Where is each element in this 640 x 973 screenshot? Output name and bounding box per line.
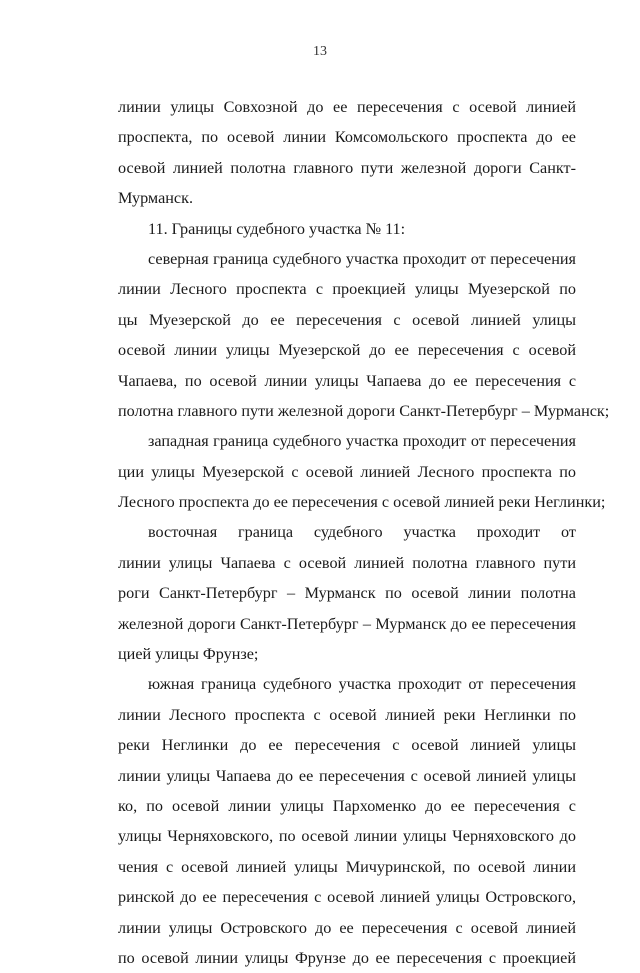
text-line: чения с осевой линией улицы Мичуринской, по осевой линии [118,857,576,876]
text-line: восточная граница судебного участка проходит от [148,523,576,542]
text-line: ко, по осевой линии улицы Пархоменко до ее пересечения с [118,796,576,815]
text-line: железной дороги Санкт-Петербург – Мурманск до ее пересечения [118,614,576,633]
text-line: ции улицы Муезерской с осевой линией Лесного проспекта по [118,462,576,481]
paragraph-west-boundary [118,426,606,517]
text-line: ринской до ее пересечения с осевой линией улицы Островского, [118,888,576,907]
paragraph-north-boundary [118,244,610,426]
paragraph-east-boundary [118,517,576,669]
text-line: осевой линией полотна главного пути железной дороги Санкт- [118,158,576,177]
text-line: проспекта, по осевой линии Комсомольского проспекта до ее [118,128,576,147]
text-line: роги Санкт-Петербург – Мурманск по осевой линии полотна [118,584,576,603]
paragraph-continuation [118,92,576,214]
text-line: Мурманск. [118,189,194,208]
text-line: по осевой линии улицы Фрунзе до ее пересечения с проекцией [118,948,576,967]
text-line: северная граница судебного участка проходит от пересечения [148,249,576,268]
text-line: южная граница судебного участка проходит от пересечения [148,675,576,694]
text-line: линии улицы Чапаева с осевой линией полотна главного пути [118,553,576,572]
text-line: полотна главного пути железной дороги Санкт-Петербург – Мурманск; [118,401,610,420]
text-line: линии улицы Чапаева до ее пересечения с осевой линией улицы [118,766,576,785]
text-line: осевой линии улицы Муезерской до ее пересечения с осевой [118,341,576,360]
document-body [118,92,610,973]
text-line: улицы Черняховского, по осевой линии улицы Черняховского до [118,827,576,846]
text-line: западная граница судебного участка проходит от пересечения [148,432,576,451]
page-number: 13 [313,44,327,59]
section-heading [118,214,576,244]
text-line: 11. Границы судебного участка № 11: [148,219,406,238]
text-line: линии Лесного проспекта с осевой линией реки Неглинки по [118,705,576,724]
paragraph-south-boundary [118,669,576,973]
text-line: Чапаева, по осевой линии улицы Чапаева до ее пересечения с [118,371,576,390]
text-line: линии Лесного проспекта с проекцией улицы Муезерской по [118,280,576,299]
text-line: Лесного проспекта до ее пересечения с осевой линией реки Неглинки; [118,493,606,512]
text-line: реки Неглинки до ее пересечения с осевой линией улицы [118,736,576,755]
text-line: цией улицы Фрунзе; [118,645,259,664]
text-line: линии улицы Островского до ее пересечения с осевой линией [118,918,576,937]
text-line: цы Муезерской до ее пересечения с осевой линией улицы [118,310,576,329]
text-line: линии улицы Совхозной до ее пересечения с осевой линией [118,98,576,116]
